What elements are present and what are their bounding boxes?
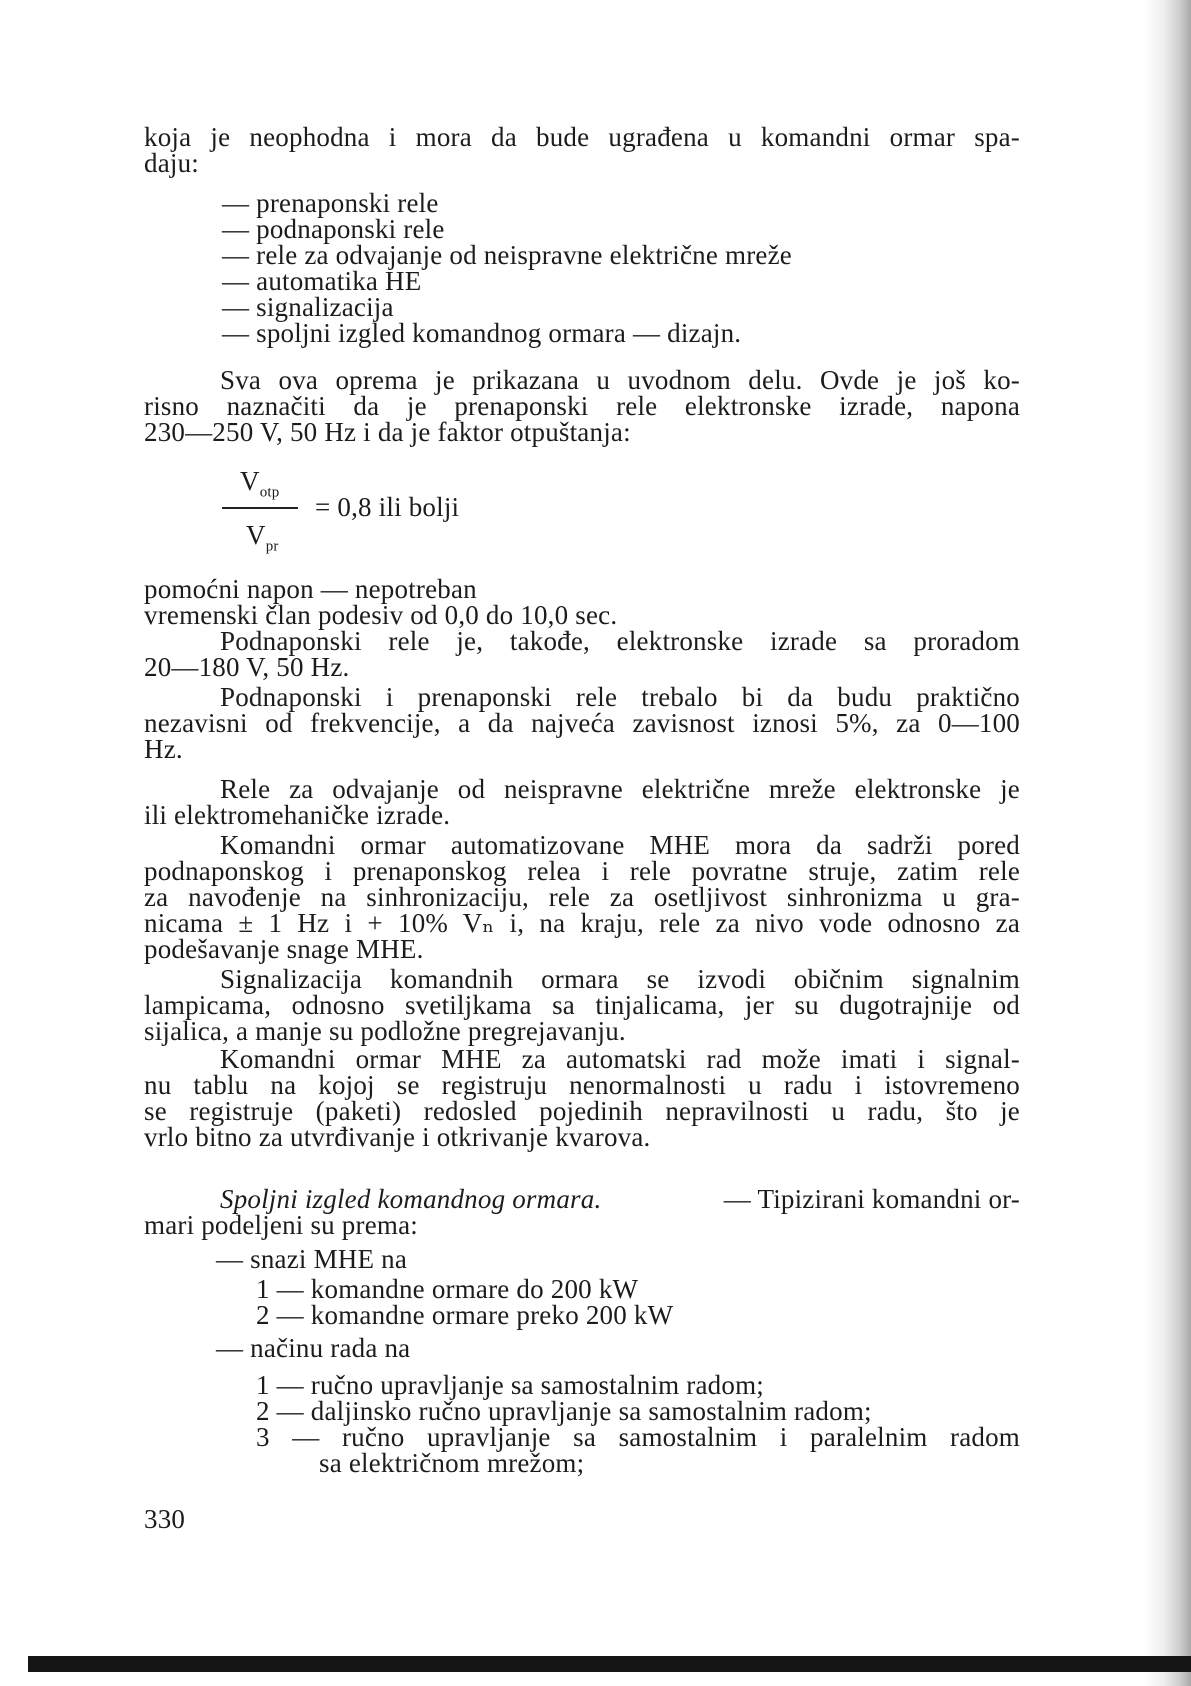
page-edge-shadow (1145, 0, 1191, 1686)
list2-continuation: sa električnom mrežom; (319, 1448, 585, 1478)
para7-line1: Signalizacija komandnih ormara se izvodi običnim signalnim (220, 964, 1020, 994)
para4-line3: Hz. (144, 734, 183, 764)
list2-subitem: 1 — komandne ormare do 200 kW (256, 1274, 639, 1304)
para8-line3: se registruje (paketi) redosled pojedinih nepravilnosti u radu, što je (144, 1096, 1020, 1126)
para4-line1: Podnaponski i prenaponski rele trebalo bi da budu praktično (220, 682, 1020, 712)
para8-line4: vrlo bitno za utvrđivanje i otkrivanje kvarova. (144, 1122, 651, 1152)
para7-line3: sijalica, a manje su podložne pregrejavanju. (144, 1016, 626, 1046)
para4-line2: nezavisni od frekvencije, a da najveća zavisnost iznosi 5%, za 0—100 (144, 708, 1020, 738)
para6-line5: podešavanje snage MHE. (144, 934, 424, 964)
list2-subitem: 1 — ručno upravljanje sa samostalnim radom; (256, 1370, 764, 1400)
list2-subitem: 2 — komandne ormare preko 200 kW (256, 1300, 674, 1330)
list1-item: — automatika HE (222, 266, 422, 296)
para2-line2: risno naznačiti da je prenaponski rele elektronske izrade, napona (144, 391, 1020, 421)
list1-item: — podnaponski rele (222, 214, 445, 244)
para3-line2: vremenski član podesiv od 0,0 do 10,0 sec. (144, 600, 618, 630)
list1-item: — signalizacija (222, 292, 394, 322)
list1-item: — prenaponski rele (222, 188, 439, 218)
para1-line2: daju: (144, 148, 199, 178)
scan-bottom-band (28, 1656, 1191, 1672)
formula-denominator: $V_{pr}$ (246, 520, 279, 555)
list2-subitem: 2 — daljinsko ručno upravljanje sa samostalnim radom; (256, 1396, 872, 1426)
page-number: 330 (144, 1504, 186, 1534)
fraction-bar (222, 507, 298, 509)
para9-line2: mari podeljeni su prema: (144, 1210, 418, 1240)
para6-line1: Komandni ormar automatizovane MHE mora da sadrži pored (220, 830, 1020, 860)
para6-line2: podnaponskog i prenaponskog relea i rele povratne struje, zatim rele (144, 856, 1020, 886)
list2-subitem: 3 — ručno upravljanje sa samostalnim i paralelnim radom (256, 1422, 1020, 1452)
para3-line4: 20—180 V, 50 Hz. (144, 652, 350, 682)
para1-line1: koja je neophodna i mora da bude ugrađena u komandni ormar spa- (144, 122, 1020, 152)
list2-heading: — načinu rada na (216, 1333, 411, 1363)
para7-line2: lampicama, odnosno svetiljkama sa tinjalicama, jer su dugotrajnije od (144, 990, 1020, 1020)
formula-rhs: = 0,8 ili bolji (315, 492, 460, 522)
para9-line1-rest: — Tipizirani komandni or- (723, 1184, 1020, 1214)
para2-line3: 230—250 V, 50 Hz i da je faktor otpuštanja: (144, 417, 631, 447)
para6-line3: za navođenje na sinhronizaciju, rele za osetljivost sinhronizma u gra- (144, 882, 1020, 912)
list1-item: — rele za odvajanje od neispravne električne mreže (222, 240, 792, 270)
para6-line4: nicama ± 1 Hz i + 10% Vₙ i, na kraju, rele za nivo vode odnosno za (144, 908, 1020, 938)
para3-line1: pomoćni napon — nepotreban (144, 574, 477, 604)
formula-numerator: $V_{otp}$ (240, 466, 280, 501)
list1-item: — spoljni izgled komandnog ormara — dizajn. (222, 318, 742, 348)
para5-line1: Rele za odvajanje od neispravne električne mreže elektronske je (220, 774, 1020, 804)
para8-line2: nu tablu na kojoj se registruju nenormalnosti u radu i istovremeno (144, 1070, 1020, 1100)
para3-line3: Podnaponski rele je, takođe, elektronske izrade sa proradom (220, 626, 1020, 656)
para5-line2: ili elektromehaničke izrade. (144, 800, 451, 830)
list2-heading: — snazi MHE na (216, 1244, 408, 1274)
section-heading: Spoljni izgled komandnog ormara. (220, 1184, 602, 1214)
para8-line1: Komandni ormar MHE za automatski rad može imati i signal- (220, 1044, 1020, 1074)
para2-line1: Sva ova oprema je prikazana u uvodnom delu. Ovde je još ko- (220, 365, 1020, 395)
